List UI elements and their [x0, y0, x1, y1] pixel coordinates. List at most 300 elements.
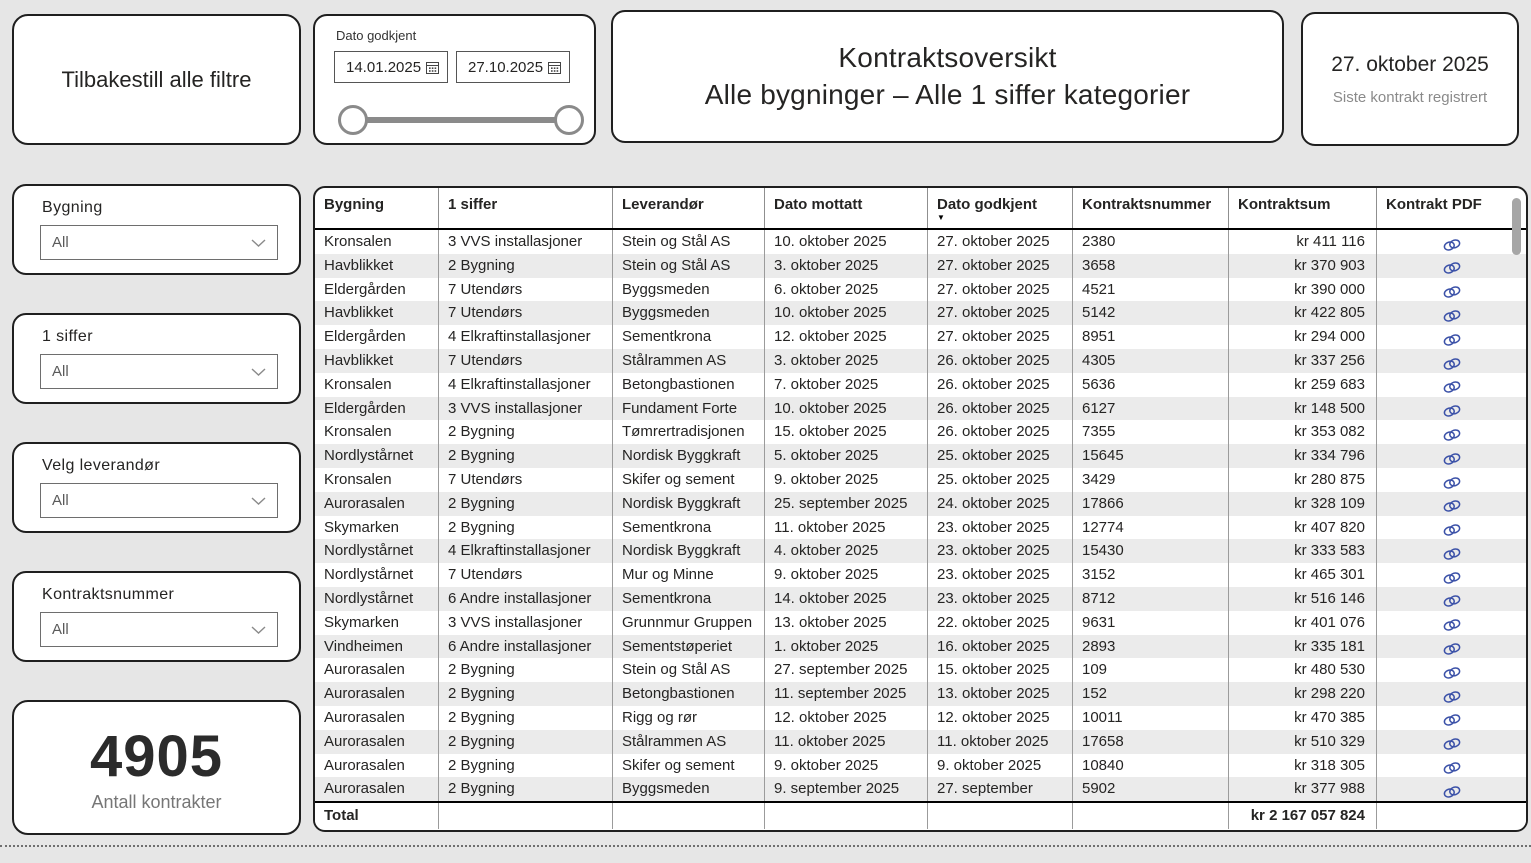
table-row — [315, 254, 1526, 278]
table-row — [315, 563, 1526, 587]
cell-sum: kr 377 988 — [1229, 777, 1377, 801]
cell-kontrakt-pdf — [1377, 444, 1526, 468]
cell-leverandor: Stein og Stål AS — [613, 230, 765, 254]
cell-bygning: Eldergården — [315, 397, 439, 421]
cell-siffer: 2 Bygning — [439, 706, 613, 730]
cell-sum: kr 470 385 — [1229, 706, 1377, 730]
cell-siffer: 2 Bygning — [439, 516, 613, 540]
calendar-icon[interactable] — [425, 60, 440, 75]
table-row — [315, 706, 1526, 730]
column-header-dato-godkjent[interactable] — [928, 188, 1073, 228]
page-bottom-divider — [0, 845, 1531, 847]
cell-nummer: 3152 — [1073, 563, 1229, 587]
filter-dropdown-leverandor[interactable] — [40, 483, 278, 518]
cell-bygning: Nordlystårnet — [315, 587, 439, 611]
contracts-table-card — [313, 186, 1528, 832]
cell-bygning: Aurorasalen — [315, 754, 439, 778]
cell-siffer: 2 Bygning — [439, 754, 613, 778]
column-header-label: Bygning — [324, 196, 384, 213]
link-icon[interactable] — [1442, 333, 1462, 347]
cell-mottatt: 27. september 2025 — [765, 658, 928, 682]
end-date-input[interactable] — [456, 51, 570, 83]
cell-sum: kr 390 000 — [1229, 278, 1377, 302]
cell-kontrakt-pdf — [1377, 730, 1526, 754]
total-cell-empty — [1073, 803, 1229, 829]
cell-leverandor: Rigg og rør — [613, 706, 765, 730]
cell-kontrakt-pdf — [1377, 492, 1526, 516]
chevron-down-icon — [250, 625, 267, 635]
cell-leverandor: Mur og Minne — [613, 563, 765, 587]
table-row — [315, 587, 1526, 611]
table-row — [315, 754, 1526, 778]
cell-godkjent: 26. oktober 2025 — [928, 420, 1073, 444]
cell-bygning: Nordlystårnet — [315, 539, 439, 563]
cell-bygning: Aurorasalen — [315, 706, 439, 730]
cell-leverandor: Nordisk Byggkraft — [613, 492, 765, 516]
table-body — [315, 230, 1526, 801]
cell-godkjent: 9. oktober 2025 — [928, 754, 1073, 778]
cell-kontrakt-pdf — [1377, 373, 1526, 397]
table-row — [315, 325, 1526, 349]
cell-leverandor: Sementkrona — [613, 587, 765, 611]
table-row — [315, 420, 1526, 444]
cell-kontrakt-pdf — [1377, 587, 1526, 611]
cell-bygning: Aurorasalen — [315, 730, 439, 754]
cell-sum: kr 328 109 — [1229, 492, 1377, 516]
calendar-icon[interactable] — [547, 60, 562, 75]
date-slicer-card — [313, 14, 596, 145]
table-header — [315, 188, 1526, 230]
cell-sum: kr 334 796 — [1229, 444, 1377, 468]
cell-siffer: 3 VVS installasjoner — [439, 230, 613, 254]
cell-nummer: 5636 — [1073, 373, 1229, 397]
cell-sum: kr 465 301 — [1229, 563, 1377, 587]
filter-card-leverandor — [12, 442, 301, 533]
cell-sum: kr 370 903 — [1229, 254, 1377, 278]
cell-sum: kr 259 683 — [1229, 373, 1377, 397]
cell-leverandor: Sementstøperiet — [613, 635, 765, 659]
contract-count-label: Antall kontrakter — [91, 791, 222, 812]
cell-mottatt: 1. oktober 2025 — [765, 635, 928, 659]
cell-nummer: 2380 — [1073, 230, 1229, 254]
cell-kontrakt-pdf — [1377, 325, 1526, 349]
link-icon[interactable] — [1442, 404, 1462, 418]
cell-leverandor: Betongbastionen — [613, 682, 765, 706]
cell-siffer: 2 Bygning — [439, 420, 613, 444]
cell-godkjent: 27. oktober 2025 — [928, 325, 1073, 349]
cell-mottatt: 12. oktober 2025 — [765, 325, 928, 349]
cell-nummer: 8951 — [1073, 325, 1229, 349]
column-header-label: Kontraktsum — [1238, 196, 1331, 213]
link-icon[interactable] — [1442, 618, 1462, 632]
cell-kontrakt-pdf — [1377, 230, 1526, 254]
cell-mottatt: 9. oktober 2025 — [765, 754, 928, 778]
cell-kontrakt-pdf — [1377, 254, 1526, 278]
cell-godkjent: 23. oktober 2025 — [928, 516, 1073, 540]
cell-nummer: 10011 — [1073, 706, 1229, 730]
cell-siffer: 4 Elkraftinstallasjoner — [439, 325, 613, 349]
cell-mottatt: 11. september 2025 — [765, 682, 928, 706]
cell-leverandor: Byggsmeden — [613, 301, 765, 325]
link-icon[interactable] — [1442, 380, 1462, 394]
cell-kontrakt-pdf — [1377, 397, 1526, 421]
cell-mottatt: 10. oktober 2025 — [765, 301, 928, 325]
reset-filters-label: Tilbakestill alle filtre — [61, 66, 252, 92]
cell-godkjent: 25. oktober 2025 — [928, 468, 1073, 492]
cell-siffer: 7 Utendørs — [439, 563, 613, 587]
cell-sum: kr 407 820 — [1229, 516, 1377, 540]
filter-card-bygning — [12, 184, 301, 275]
filter-value: All — [52, 492, 69, 509]
cell-sum: kr 280 875 — [1229, 468, 1377, 492]
filter-label-kontraktsnummer: Kontraktsnummer — [42, 586, 175, 603]
cell-godkjent: 26. oktober 2025 — [928, 373, 1073, 397]
column-header-dato-mottatt[interactable] — [765, 188, 928, 228]
cell-nummer: 152 — [1073, 682, 1229, 706]
link-icon[interactable] — [1442, 642, 1462, 656]
cell-mottatt: 4. oktober 2025 — [765, 539, 928, 563]
cell-bygning: Havblikket — [315, 254, 439, 278]
cell-bygning: Aurorasalen — [315, 492, 439, 516]
table-row — [315, 349, 1526, 373]
link-icon[interactable] — [1442, 594, 1462, 608]
cell-nummer: 15430 — [1073, 539, 1229, 563]
column-header-kontraktsum[interactable] — [1229, 188, 1377, 228]
cell-kontrakt-pdf — [1377, 539, 1526, 563]
cell-nummer: 5902 — [1073, 777, 1229, 801]
cell-nummer: 17866 — [1073, 492, 1229, 516]
cell-siffer: 6 Andre installasjoner — [439, 635, 613, 659]
filter-label-bygning: Bygning — [42, 199, 103, 216]
cell-siffer: 2 Bygning — [439, 682, 613, 706]
end-date-value: 27.10.2025 — [468, 58, 544, 76]
link-icon[interactable] — [1442, 571, 1462, 585]
link-icon[interactable] — [1442, 737, 1462, 751]
cell-mottatt: 14. oktober 2025 — [765, 587, 928, 611]
cell-siffer: 7 Utendørs — [439, 301, 613, 325]
slider-handle-end[interactable] — [554, 105, 584, 135]
chevron-down-icon — [250, 496, 267, 506]
cell-mottatt: 15. oktober 2025 — [765, 420, 928, 444]
reset-filters-button[interactable] — [12, 14, 301, 145]
cell-mottatt: 3. oktober 2025 — [765, 349, 928, 373]
cell-siffer: 3 VVS installasjoner — [439, 397, 613, 421]
cell-leverandor: Stein og Stål AS — [613, 658, 765, 682]
last-contract-card — [1301, 12, 1519, 146]
cell-godkjent: 16. oktober 2025 — [928, 635, 1073, 659]
total-cell-empty — [928, 803, 1073, 829]
link-icon[interactable] — [1442, 309, 1462, 323]
column-header-kontrakt-pdf[interactable] — [1377, 188, 1526, 228]
table-total-row — [315, 801, 1526, 829]
filter-card-siffer — [12, 313, 301, 404]
cell-godkjent: 27. september — [928, 777, 1073, 801]
cell-sum: kr 353 082 — [1229, 420, 1377, 444]
cell-siffer: 7 Utendørs — [439, 278, 613, 302]
link-icon[interactable] — [1442, 547, 1462, 561]
chevron-down-icon — [250, 238, 267, 248]
cell-mottatt: 13. oktober 2025 — [765, 611, 928, 635]
column-header-siffer[interactable] — [439, 188, 613, 228]
cell-bygning: Nordlystårnet — [315, 444, 439, 468]
link-icon[interactable] — [1442, 761, 1462, 775]
cell-sum: kr 333 583 — [1229, 539, 1377, 563]
filter-dropdown-siffer[interactable] — [40, 354, 278, 389]
table-row — [315, 278, 1526, 302]
table-row — [315, 301, 1526, 325]
cell-nummer: 17658 — [1073, 730, 1229, 754]
cell-nummer: 4305 — [1073, 349, 1229, 373]
cell-leverandor: Byggsmeden — [613, 777, 765, 801]
link-icon[interactable] — [1442, 238, 1462, 252]
cell-sum: kr 510 329 — [1229, 730, 1377, 754]
cell-kontrakt-pdf — [1377, 682, 1526, 706]
report-title-card — [611, 10, 1284, 143]
link-icon[interactable] — [1442, 452, 1462, 466]
cell-nummer: 6127 — [1073, 397, 1229, 421]
cell-nummer: 5142 — [1073, 301, 1229, 325]
cell-kontrakt-pdf — [1377, 468, 1526, 492]
link-icon[interactable] — [1442, 523, 1462, 537]
cell-bygning: Kronsalen — [315, 420, 439, 444]
cell-siffer: 2 Bygning — [439, 254, 613, 278]
cell-kontrakt-pdf — [1377, 754, 1526, 778]
cell-mottatt: 9. oktober 2025 — [765, 563, 928, 587]
cell-leverandor: Byggsmeden — [613, 278, 765, 302]
filter-value: All — [52, 234, 69, 251]
cell-nummer: 3658 — [1073, 254, 1229, 278]
table-row — [315, 539, 1526, 563]
filter-value: All — [52, 621, 69, 638]
cell-godkjent: 11. oktober 2025 — [928, 730, 1073, 754]
cell-sum: kr 401 076 — [1229, 611, 1377, 635]
cell-godkjent: 27. oktober 2025 — [928, 278, 1073, 302]
cell-kontrakt-pdf — [1377, 301, 1526, 325]
chevron-down-icon — [250, 367, 267, 377]
cell-nummer: 8712 — [1073, 587, 1229, 611]
link-icon[interactable] — [1442, 666, 1462, 680]
column-header-label: Leverandør — [622, 196, 704, 213]
cell-sum: kr 148 500 — [1229, 397, 1377, 421]
column-header-label: 1 siffer — [448, 196, 498, 213]
cell-godkjent: 26. oktober 2025 — [928, 349, 1073, 373]
cell-kontrakt-pdf — [1377, 278, 1526, 302]
sort-descending-icon: ▼ — [937, 213, 945, 222]
link-icon[interactable] — [1442, 428, 1462, 442]
cell-mottatt: 7. oktober 2025 — [765, 373, 928, 397]
link-icon[interactable] — [1442, 285, 1462, 299]
cell-nummer: 15645 — [1073, 444, 1229, 468]
start-date-value: 14.01.2025 — [346, 58, 422, 76]
cell-godkjent: 27. oktober 2025 — [928, 254, 1073, 278]
cell-godkjent: 25. oktober 2025 — [928, 444, 1073, 468]
cell-mottatt: 5. oktober 2025 — [765, 444, 928, 468]
cell-siffer: 3 VVS installasjoner — [439, 611, 613, 635]
cell-sum: kr 411 116 — [1229, 230, 1377, 254]
table-row — [315, 397, 1526, 421]
total-label: Total — [315, 803, 439, 829]
table-row — [315, 635, 1526, 659]
cell-leverandor: Nordisk Byggkraft — [613, 539, 765, 563]
cell-kontrakt-pdf — [1377, 658, 1526, 682]
vertical-scrollbar[interactable] — [1512, 198, 1521, 255]
cell-siffer: 2 Bygning — [439, 444, 613, 468]
cell-leverandor: Stålrammen AS — [613, 730, 765, 754]
link-icon[interactable] — [1442, 261, 1462, 275]
table-row — [315, 516, 1526, 540]
cell-sum: kr 422 805 — [1229, 301, 1377, 325]
cell-nummer: 3429 — [1073, 468, 1229, 492]
link-icon[interactable] — [1442, 785, 1462, 799]
last-contract-date: 27. oktober 2025 — [1331, 52, 1489, 76]
table-row — [315, 444, 1526, 468]
cell-sum: kr 298 220 — [1229, 682, 1377, 706]
cell-nummer: 9631 — [1073, 611, 1229, 635]
table-row — [315, 373, 1526, 397]
link-icon[interactable] — [1442, 357, 1462, 371]
last-contract-caption: Siste kontrakt registrert — [1332, 88, 1488, 106]
table-row — [315, 658, 1526, 682]
cell-bygning: Aurorasalen — [315, 777, 439, 801]
cell-mottatt: 10. oktober 2025 — [765, 230, 928, 254]
column-header-label: Kontrakt PDF — [1386, 196, 1482, 213]
cell-mottatt: 11. oktober 2025 — [765, 516, 928, 540]
table-row — [315, 230, 1526, 254]
link-icon[interactable] — [1442, 499, 1462, 513]
cell-leverandor: Stein og Stål AS — [613, 254, 765, 278]
cell-godkjent: 27. oktober 2025 — [928, 230, 1073, 254]
cell-godkjent: 12. oktober 2025 — [928, 706, 1073, 730]
cell-leverandor: Skifer og sement — [613, 468, 765, 492]
cell-godkjent: 22. oktober 2025 — [928, 611, 1073, 635]
cell-nummer: 2893 — [1073, 635, 1229, 659]
cell-mottatt: 25. september 2025 — [765, 492, 928, 516]
cell-mottatt: 11. oktober 2025 — [765, 730, 928, 754]
cell-siffer: 2 Bygning — [439, 492, 613, 516]
date-range-slider-track[interactable] — [353, 117, 569, 123]
cell-kontrakt-pdf — [1377, 349, 1526, 373]
cell-bygning: Kronsalen — [315, 230, 439, 254]
cell-bygning: Havblikket — [315, 301, 439, 325]
cell-siffer: 2 Bygning — [439, 730, 613, 754]
cell-sum: kr 318 305 — [1229, 754, 1377, 778]
column-header-label: Kontraktsnummer — [1082, 196, 1212, 213]
cell-bygning: Aurorasalen — [315, 682, 439, 706]
cell-kontrakt-pdf — [1377, 516, 1526, 540]
column-header-bygning[interactable] — [315, 188, 439, 228]
filter-label-siffer: 1 siffer — [42, 328, 93, 345]
cell-sum: kr 480 530 — [1229, 658, 1377, 682]
cell-leverandor: Skifer og sement — [613, 754, 765, 778]
cell-bygning: Havblikket — [315, 349, 439, 373]
contract-count-card — [12, 700, 301, 835]
cell-bygning: Kronsalen — [315, 468, 439, 492]
cell-nummer: 109 — [1073, 658, 1229, 682]
total-cell-empty — [1377, 803, 1526, 829]
link-icon[interactable] — [1442, 476, 1462, 490]
cell-kontrakt-pdf — [1377, 635, 1526, 659]
cell-mottatt: 9. september 2025 — [765, 777, 928, 801]
filter-label-leverandor: Velg leverandør — [42, 457, 161, 474]
page-subtitle: Alle bygninger – Alle 1 siffer kategorier — [704, 79, 1191, 110]
cell-sum: kr 337 256 — [1229, 349, 1377, 373]
total-cell-empty — [613, 803, 765, 829]
cell-siffer: 4 Elkraftinstallasjoner — [439, 373, 613, 397]
cell-kontrakt-pdf — [1377, 611, 1526, 635]
column-header-leverandor[interactable] — [613, 188, 765, 228]
contract-count-value: 4905 — [89, 723, 224, 789]
cell-mottatt: 3. oktober 2025 — [765, 254, 928, 278]
cell-leverandor: Nordisk Byggkraft — [613, 444, 765, 468]
cell-godkjent: 23. oktober 2025 — [928, 563, 1073, 587]
cell-leverandor: Betongbastionen — [613, 373, 765, 397]
filter-dropdown-kontraktsnummer[interactable] — [40, 612, 278, 647]
cell-bygning: Vindheimen — [315, 635, 439, 659]
column-header-label: Dato godkjent — [937, 196, 1037, 213]
cell-leverandor: Fundament Forte — [613, 397, 765, 421]
cell-kontrakt-pdf — [1377, 563, 1526, 587]
total-cell-empty — [439, 803, 613, 829]
cell-siffer: 6 Andre installasjoner — [439, 587, 613, 611]
table-row — [315, 492, 1526, 516]
filter-card-kontraktsnummer — [12, 571, 301, 662]
cell-godkjent: 27. oktober 2025 — [928, 301, 1073, 325]
link-icon[interactable] — [1442, 713, 1462, 727]
cell-nummer: 12774 — [1073, 516, 1229, 540]
cell-godkjent: 24. oktober 2025 — [928, 492, 1073, 516]
cell-bygning: Kronsalen — [315, 373, 439, 397]
cell-nummer: 4521 — [1073, 278, 1229, 302]
cell-mottatt: 10. oktober 2025 — [765, 397, 928, 421]
slider-handle-start[interactable] — [338, 105, 368, 135]
cell-leverandor: Tømrertradisjonen — [613, 420, 765, 444]
cell-siffer: 4 Elkraftinstallasjoner — [439, 539, 613, 563]
table-row — [315, 682, 1526, 706]
link-icon[interactable] — [1442, 690, 1462, 704]
page-title: Kontraktsoversikt — [838, 42, 1057, 73]
cell-sum: kr 516 146 — [1229, 587, 1377, 611]
cell-kontrakt-pdf — [1377, 777, 1526, 801]
cell-bygning: Nordlystårnet — [315, 563, 439, 587]
cell-nummer: 7355 — [1073, 420, 1229, 444]
cell-kontrakt-pdf — [1377, 706, 1526, 730]
total-sum: kr 2 167 057 824 — [1229, 803, 1377, 829]
table-row — [315, 730, 1526, 754]
cell-bygning: Eldergården — [315, 325, 439, 349]
start-date-input[interactable] — [334, 51, 448, 83]
cell-godkjent: 23. oktober 2025 — [928, 587, 1073, 611]
cell-siffer: 2 Bygning — [439, 658, 613, 682]
cell-bygning: Skymarken — [315, 611, 439, 635]
filter-value: All — [52, 363, 69, 380]
cell-godkjent: 26. oktober 2025 — [928, 397, 1073, 421]
cell-leverandor: Grunnmur Gruppen — [613, 611, 765, 635]
table-row — [315, 611, 1526, 635]
cell-sum: kr 335 181 — [1229, 635, 1377, 659]
cell-mottatt: 12. oktober 2025 — [765, 706, 928, 730]
filter-dropdown-bygning[interactable] — [40, 225, 278, 260]
cell-mottatt: 9. oktober 2025 — [765, 468, 928, 492]
column-header-kontraktsnummer[interactable] — [1073, 188, 1229, 228]
cell-leverandor: Sementkrona — [613, 516, 765, 540]
cell-bygning: Aurorasalen — [315, 658, 439, 682]
cell-bygning: Skymarken — [315, 516, 439, 540]
cell-sum: kr 294 000 — [1229, 325, 1377, 349]
cell-mottatt: 6. oktober 2025 — [765, 278, 928, 302]
cell-siffer: 2 Bygning — [439, 777, 613, 801]
cell-siffer: 7 Utendørs — [439, 468, 613, 492]
cell-godkjent: 15. oktober 2025 — [928, 658, 1073, 682]
